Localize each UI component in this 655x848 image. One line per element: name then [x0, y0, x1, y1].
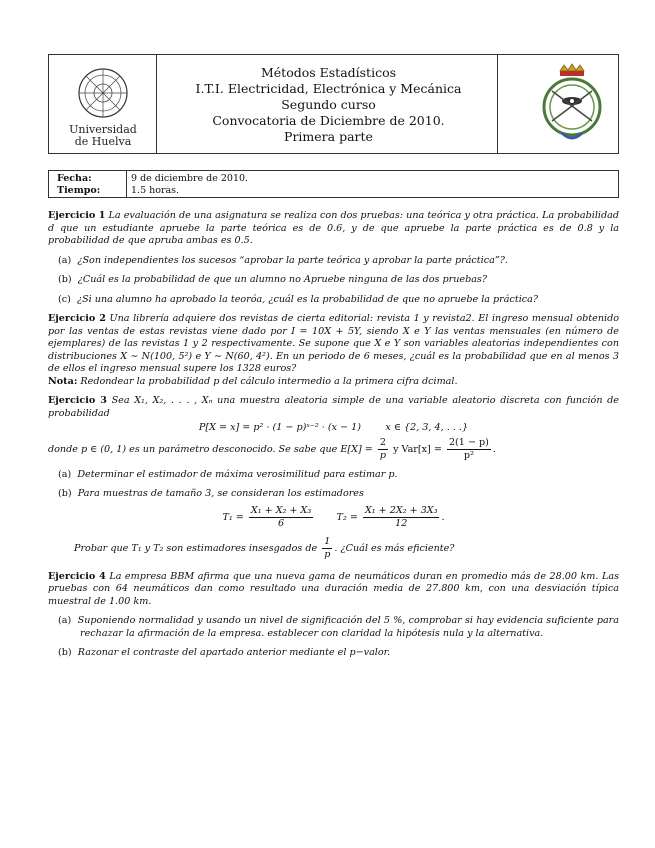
item-label: (c): [58, 293, 71, 305]
t1-lhs: T₁ =: [222, 511, 244, 523]
variance-fraction: [447, 437, 491, 462]
exercise-3-text: Sea X₁, X₂, . . . , Xₙ una muestra aleatoria simple de una variable aleatorio discreta con función de probabilidad: [48, 395, 619, 419]
header-divider-left: [156, 55, 157, 153]
fraction-numerator: 2: [379, 436, 386, 448]
exam-session: Convocatoria de Diciembre de 2010.: [212, 113, 445, 128]
note-label: Nota:: [48, 375, 78, 387]
exercise-1: [48, 210, 619, 248]
estimators-formula: T₁ = $\frac{\text{X₁ + X₂ + X₃}}{6}$ T₂ = $\frac{\text{X₁ + 2X₂ + 3X₃}}{12}$ .: [222, 504, 445, 529]
item-label: (b): [58, 647, 72, 658]
exam-header: [48, 54, 619, 154]
exercise-4-b: [58, 647, 619, 660]
item-text: ¿Si una alumno ha aprobado la teoróa, ¿cuál es la probabilidad de que no apruebe la práctica?: [76, 293, 539, 305]
exercise-1-text: La evaluación de una asignatura se realiza con dos pruebas: una teórica y otra práctica. La probabilidad d que un estudiante apruebe la parte teórica es de 0.6, y de que apruebe la parte práctica es de 0.8 y la probabilidad de que apruba ambas es 0.5.: [48, 210, 619, 246]
item-text: Determinar el estimador de máxima verosimilitud para estimar p.: [77, 468, 398, 480]
exercise-3: [48, 395, 619, 420]
university-logo: [55, 63, 155, 149]
item-text: Suponiendo normalidad y usando un nivel de significación del 5 %, comprobar si hay evidencia suficiente para rechazar la afirmación de la empresa. establecer con claridad la hipótesis nula y la alternativa.: [77, 615, 619, 639]
fraction-numerator: X₁ + 2X₂ + 3X₃: [364, 504, 438, 516]
item-text: ¿Cuál es la probabilidad de que un alumno no Apruebe ninguna de las dos pruebas?: [77, 274, 488, 285]
prove-text: Probar que T₁ y T₂ son estimadores insesgados de: [74, 542, 318, 554]
item-text: Para muestras de tamaño 3, se consideran los estimadores: [77, 488, 364, 499]
header-divider-right: [497, 55, 498, 153]
exercise-3-title: Ejercicio 3: [48, 395, 107, 406]
item-label: (a): [58, 615, 72, 626]
year-title: Segundo curso: [281, 97, 376, 112]
exercise-2-note: [48, 376, 619, 389]
date-label: Fecha:: [57, 173, 92, 184]
item-label: (a): [58, 254, 72, 266]
exam-info: [48, 170, 619, 198]
t1-fraction: [249, 505, 313, 530]
pmf-expression: P[X = x] = p² · (1 − p)ˣ⁻² · (x − 1): [198, 422, 361, 433]
fraction-denominator: 12: [395, 517, 408, 529]
exercise-2-text: Una librería adquiere dos revistas de cierta editorial: revista 1 y revista2. El ingreso mensual obtenido por las ventas de estas revistas viene dado por I = 10X + 5Y, siendo X e Y las ventas mensuales (en número de ejemplares) de las revistas 1 y 2 respectivamente. Se supone que X e Y son variables aleatorias independientes con distribuciones X ∼ N(100, 5²) e Y ∼ N(60, 4²). En un periodo de 6 meses, ¿cuál es la probabilidad que en al menos 3 de ellos el ingreso mensual supere los 1328 euros?: [48, 313, 619, 374]
school-crest: [532, 61, 612, 149]
fraction-numerator: 2(1 − p): [448, 436, 489, 448]
moments-text: donde p ∈ (0, 1) es un parámetro desconocido. Se sabe que E[X] =: [48, 443, 373, 455]
item-label: (b): [58, 488, 72, 499]
exercise-1-a: [58, 255, 619, 268]
exercise-4: [48, 571, 619, 609]
date-value: 9 de diciembre de 2010.: [131, 173, 249, 184]
info-values: [131, 173, 248, 197]
fraction-denominator: 6: [277, 517, 285, 529]
fraction-denominator: p: [324, 548, 331, 560]
exercise-2: [48, 313, 619, 376]
item-label: (b): [58, 274, 72, 285]
t2-lhs: T₂ =: [336, 511, 358, 523]
pmf-support: x ∈ {2, 3, 4, . . .}: [385, 422, 469, 433]
item-text: ¿Son independientes los sucesos “aprobar la parte teórica y aprobar la parte práctica”?.: [77, 254, 508, 266]
exercise-3-a: [58, 469, 619, 482]
info-divider: [126, 171, 127, 197]
exam-part: Primera parte: [284, 129, 373, 144]
fraction-numerator: X₁ + X₂ + X₃: [250, 504, 312, 516]
svg-text:de Huelva: de Huelva: [74, 135, 132, 148]
exercise-4-a: [58, 615, 619, 640]
exercise-3-moments: donde p ∈ (0, 1) es un parámetro desconocido. Se sabe que E[X] = $\frac{2}{p}$ y Var[x] = $\frac{2(1 - p)}{\text{p²}}$ .: [48, 436, 496, 461]
exercise-4-title: Ejercicio 4: [48, 570, 106, 582]
exercise-3-b: [58, 488, 619, 501]
item-label: (a): [58, 468, 72, 480]
exercise-1-c: [58, 294, 619, 307]
expectation-fraction: [378, 437, 388, 462]
degree-title: I.T.I. Electricidad, Electrónica y Mecánica: [195, 81, 462, 96]
t2-fraction: [363, 505, 440, 530]
note-text: Redondear la probabilidad p del cálculo intermedio a la primera cifra dcimal.: [80, 375, 458, 387]
exercise-1-b: [58, 274, 619, 287]
time-value: 1.5 horas.: [131, 185, 180, 196]
pmf-formula: [48, 422, 619, 435]
exercise-2-title: Ejercicio 2: [48, 313, 106, 324]
prove-fraction: [322, 536, 332, 561]
item-text: Razonar el contraste del apartado anterior mediante el p−valor.: [77, 647, 391, 658]
fraction-denominator: p²: [463, 449, 474, 461]
fraction-denominator: p: [379, 449, 387, 461]
exercise-1-title: Ejercicio 1: [48, 210, 106, 221]
prove-tail: . ¿Cuál es más eficiente?: [334, 542, 455, 554]
svg-text:Universidad: Universidad: [69, 123, 137, 136]
variance-text: y Var[x] =: [393, 443, 442, 455]
course-title: Métodos Estadísticos: [260, 65, 397, 80]
time-label: Tiempo:: [57, 185, 101, 196]
exercise-4-text: La empresa BBM afirma que una nueva gama de neumáticos duran en promedio más de 28.00 km. Las pruebas con 64 neumáticos dan como resultado una duración media de 27.800 km, con una desviación típica muestral de 1.00 km.: [48, 570, 619, 607]
fraction-numerator: 1: [324, 535, 331, 547]
info-labels: [57, 173, 100, 197]
header-titles: [164, 65, 493, 145]
exam-content: [48, 210, 619, 667]
exercise-3-prove: [74, 536, 619, 561]
